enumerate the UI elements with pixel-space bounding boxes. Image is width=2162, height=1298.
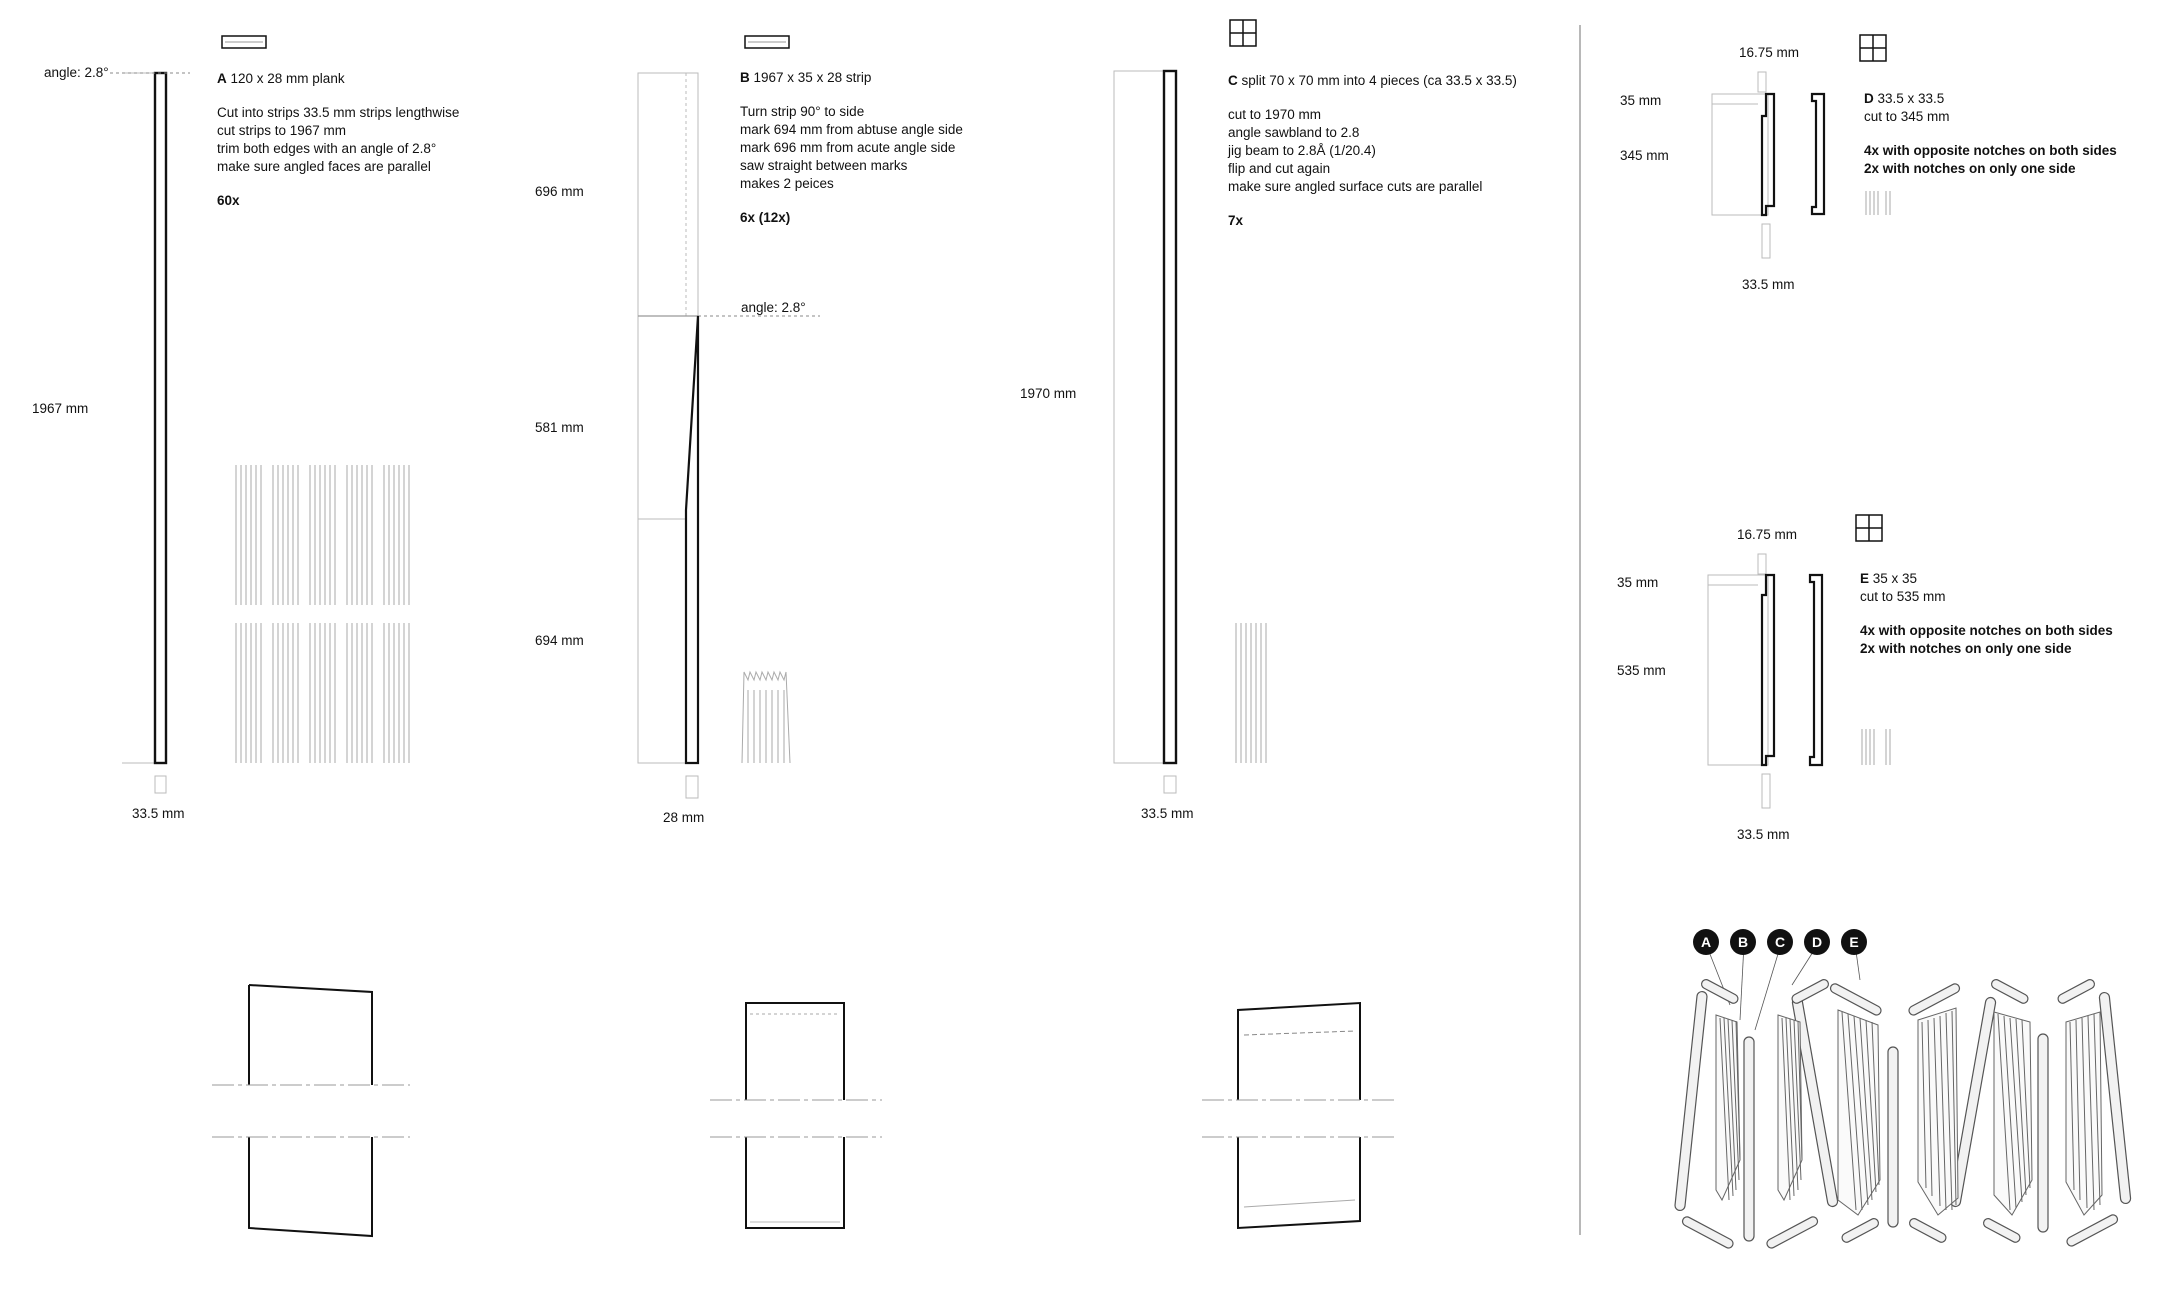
assembly-wall-c [1838, 1010, 1880, 1215]
assembly-wall-e [1994, 1012, 2032, 1215]
section-sketch-a [212, 985, 410, 1236]
strip-b-cut [686, 316, 698, 763]
dim-label-b-bottom: 694 mm [535, 633, 584, 648]
dim-label-d-width: 33.5 mm [1742, 277, 1795, 292]
instruction-line: make sure angled faces are parallel [217, 159, 431, 174]
strip-a [155, 73, 166, 763]
instruction-line: trim both edges with an angle of 2.8° [217, 141, 437, 156]
assembly-wall-b [1778, 1015, 1802, 1200]
note-d-1: 4x with opposite notches on both sides [1864, 143, 2117, 158]
strip-c-outline [1114, 71, 1176, 763]
strip-b-outline [638, 73, 698, 763]
assembly-badge-c: C [1767, 929, 1793, 955]
instruction-line: angle sawbland to 2.8 [1228, 125, 1360, 140]
assembly-badge-a: A [1693, 929, 1719, 955]
quantity-label-a: 60x [217, 193, 240, 208]
panel-e-drawing [1708, 515, 1890, 808]
instruction-line: flip and cut again [1228, 161, 1331, 176]
dim-label-e-width: 33.5 mm [1737, 827, 1790, 842]
section-sketch-c [1202, 1003, 1398, 1228]
part-title-d: 33.5 x 33.5 [1877, 91, 1945, 106]
strip-a-outline [122, 73, 166, 763]
cut-label-e: cut to 535 mm [1860, 589, 1946, 604]
part-id-e: E [1860, 571, 1870, 586]
beam-e-simple [1810, 575, 1822, 765]
part-id-d: D [1864, 91, 1874, 106]
beam-d-simple [1812, 94, 1824, 214]
part-title-e: 35 x 35 [1872, 571, 1918, 586]
angle-label-b: angle: 2.8° [741, 300, 806, 315]
assembly-badge-b: B [1730, 929, 1756, 955]
instruction-line: cut strips to 1967 mm [217, 123, 347, 138]
part-title-b: 1967 x 35 x 28 strip [753, 70, 872, 85]
instruction-line: makes 2 peices [740, 176, 834, 191]
strip-c [1164, 71, 1176, 763]
instruction-line: Turn strip 90° to side [740, 104, 865, 119]
part-title-a: 120 x 28 mm plank [230, 71, 345, 86]
assembly-badge-e: E [1841, 929, 1867, 955]
height-label-a: 1967 mm [32, 401, 89, 416]
instruction-line: mark 694 mm from abtuse angle side [740, 122, 963, 137]
dim-label-e-length: 535 mm [1617, 663, 1666, 678]
part-id-a: A [217, 71, 227, 86]
dim-label-e-top: 16.75 mm [1737, 527, 1798, 542]
assembly-badge-d: D [1804, 929, 1830, 955]
spec-block-d [1864, 90, 2117, 178]
part-title-c: split 70 x 70 mm into 4 pieces (ca 33.5 x 33.5) [1241, 73, 1517, 88]
dim-label-b-top: 696 mm [535, 184, 584, 199]
spec-block-c [1228, 72, 1517, 230]
height-label-c: 1970 mm [1020, 386, 1077, 401]
note-e-1: 4x with opposite notches on both sides [1860, 623, 2113, 638]
dim-label-b-mid: 581 mm [535, 420, 584, 435]
note-d-2: 2x with notches on only one side [1864, 161, 2076, 176]
strips-bundle-a [236, 465, 409, 763]
instruction-line: mark 696 mm from acute angle side [740, 140, 956, 155]
part-id-c: C [1228, 73, 1238, 88]
section-sketch-b [710, 1003, 882, 1228]
assembly-wall-d [1918, 1008, 1958, 1215]
quantity-label-c: 7x [1228, 213, 1244, 228]
instruction-line: Cut into strips 33.5 mm strips lengthwise [217, 105, 460, 120]
width-label-c: 33.5 mm [1141, 806, 1194, 821]
quantity-label-b: 6x (12x) [740, 210, 791, 225]
assembly-wall-f [2066, 1012, 2102, 1215]
assembly-wall-a [1716, 1015, 1740, 1200]
strips-bundle-c [1236, 623, 1266, 763]
spec-block-a [217, 70, 459, 210]
dim-label-e-notch: 35 mm [1617, 575, 1659, 590]
note-e-2: 2x with notches on only one side [1860, 641, 2072, 656]
width-label-b: 28 mm [663, 810, 705, 825]
spec-block-e [1860, 570, 2113, 658]
dim-label-d-top: 16.75 mm [1739, 45, 1800, 60]
instruction-line: saw straight between marks [740, 158, 908, 173]
angle-label-a: angle: 2.8° [44, 65, 109, 80]
dim-label-d-notch: 35 mm [1620, 93, 1662, 108]
part-id-b: B [740, 70, 750, 85]
instruction-line: cut to 1970 mm [1228, 107, 1322, 122]
width-label-a: 33.5 mm [132, 806, 185, 821]
instruction-line: jig beam to 2.8Å (1/20.4) [1228, 143, 1376, 158]
strips-bundle-b [742, 672, 790, 763]
assembly-sketch [1675, 944, 2132, 1250]
cut-label-d: cut to 345 mm [1864, 109, 1950, 124]
spec-block-b [740, 69, 963, 227]
instruction-line: make sure angled surface cuts are parallel [1228, 179, 1483, 194]
dim-label-d-length: 345 mm [1620, 148, 1669, 163]
